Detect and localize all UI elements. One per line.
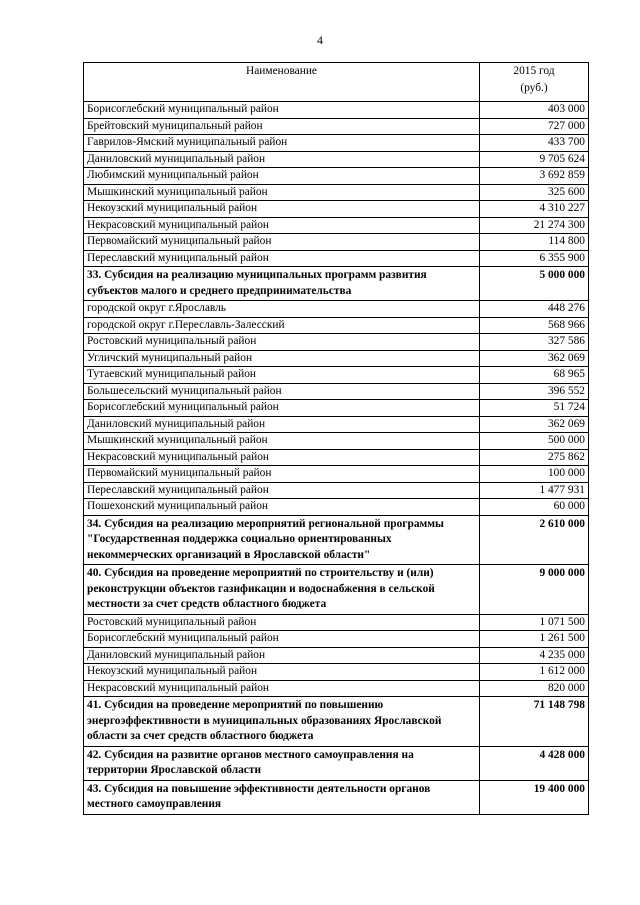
row-name: Угличский муниципальный район [84,350,480,367]
row-value: 1 612 000 [480,664,589,681]
table-row [84,614,589,631]
row-value: 100 000 [480,466,589,483]
table-row [84,184,589,201]
row-name: Некоузский муниципальный район [84,201,480,218]
row-value: 820 000 [480,680,589,697]
header-year-line1: 2015 год [513,65,555,77]
row-name: Борисоглебский муниципальный район [84,102,480,119]
row-name: Большесельский муниципальный район [84,383,480,400]
row-name: Ростовский муниципальный район [84,614,480,631]
table-row [84,433,589,450]
table-header-row [84,63,589,102]
table-row [84,350,589,367]
table-row [84,334,589,351]
row-value: 9 705 624 [480,151,589,168]
row-name: Пошехонский муниципальный район [84,499,480,516]
table-row [84,680,589,697]
row-name: Борисоглебский муниципальный район [84,631,480,648]
section-row-34 [84,515,589,565]
section-row-40 [84,565,589,615]
section-title: 41. Субсидия на проведение мероприятий по повышению энергоэффективности в муниципальных образованиях Ярославской области за счет средств областного бюджета [84,697,480,747]
section-total: 19 400 000 [480,780,589,814]
table-row [84,482,589,499]
row-name: Даниловский муниципальный район [84,647,480,664]
row-name: Даниловский муниципальный район [84,416,480,433]
row-value: 114 800 [480,234,589,251]
section-total: 5 000 000 [480,267,589,301]
row-value: 51 724 [480,400,589,417]
section-total: 2 610 000 [480,515,589,565]
table-row [84,135,589,152]
table-row [84,102,589,119]
row-value: 448 276 [480,301,589,318]
row-value: 362 069 [480,416,589,433]
table-row [84,168,589,185]
row-name: Некоузский муниципальный район [84,664,480,681]
table-row [84,217,589,234]
row-name: городской округ г.Ярославль [84,301,480,318]
row-value: 275 862 [480,449,589,466]
section-total: 71 148 798 [480,697,589,747]
section-total: 4 428 000 [480,746,589,780]
section-total: 9 000 000 [480,565,589,615]
table-row [84,250,589,267]
table-row [84,416,589,433]
row-value: 396 552 [480,383,589,400]
row-name: Тутаевский муниципальный район [84,367,480,384]
table-row [84,664,589,681]
row-value: 433 700 [480,135,589,152]
table-row [84,317,589,334]
row-value: 568 966 [480,317,589,334]
section-title: 43. Субсидия на повышение эффективности деятельности органов местного самоуправления [84,780,480,814]
table-row [84,466,589,483]
row-name: Борисоглебский муниципальный район [84,400,480,417]
row-value: 21 274 300 [480,217,589,234]
row-value: 403 000 [480,102,589,119]
row-name: Некрасовский муниципальный район [84,217,480,234]
section-row-42 [84,746,589,780]
table-row [84,301,589,318]
table-row [84,383,589,400]
header-year [480,63,589,102]
table-row [84,449,589,466]
row-name: Переславский муниципальный район [84,482,480,499]
row-name: Некрасовский муниципальный район [84,680,480,697]
row-name: Гаврилов-Ямский муниципальный район [84,135,480,152]
section-title: 34. Субсидия на реализацию мероприятий региональной программы "Государственная поддержка социально ориентированных некоммерческих организаций в Ярославской области" [84,515,480,565]
row-value: 325 600 [480,184,589,201]
row-name: Мышкинский муниципальный район [84,184,480,201]
table-row [84,631,589,648]
row-name: Переславский муниципальный район [84,250,480,267]
row-value: 1 071 500 [480,614,589,631]
header-year-line2: (руб.) [520,82,548,94]
table-row [84,234,589,251]
row-name: Мышкинский муниципальный район [84,433,480,450]
row-value: 6 355 900 [480,250,589,267]
table-row [84,499,589,516]
page-number: 4 [317,33,323,47]
row-name: городской округ г.Переславль-Залесский [84,317,480,334]
table-row [84,151,589,168]
row-value: 4 310 227 [480,201,589,218]
row-value: 60 000 [480,499,589,516]
row-name: Первомайский муниципальный район [84,466,480,483]
row-name: Брейтовский муниципальный район [84,118,480,135]
row-name: Некрасовский муниципальный район [84,449,480,466]
table-row [84,201,589,218]
row-value: 68 965 [480,367,589,384]
table-row [84,400,589,417]
section-title: 42. Субсидия на развитие органов местного самоуправления на территории Ярославской области [84,746,480,780]
row-value: 1 261 500 [480,631,589,648]
row-name: Первомайский муниципальный район [84,234,480,251]
row-name: Любимский муниципальный район [84,168,480,185]
section-title: 33. Субсидия на реализацию муниципальных программ развития субъектов малого и среднего предпринимательства [84,267,480,301]
table-row [84,118,589,135]
table-row [84,367,589,384]
header-name: Наименование [84,63,480,102]
row-value: 500 000 [480,433,589,450]
row-value: 3 692 859 [480,168,589,185]
row-value: 327 586 [480,334,589,351]
section-title: 40. Субсидия на проведение мероприятий по строительству и (или) реконструкции объектов газификации и водоснабжения в сельской местности за счет средств областного бюджета [84,565,480,615]
section-row-43 [84,780,589,814]
table-body [84,102,589,815]
section-row-41 [84,697,589,747]
subsidy-table [83,62,589,815]
section-row-33 [84,267,589,301]
table-row [84,647,589,664]
row-value: 1 477 931 [480,482,589,499]
row-value: 4 235 000 [480,647,589,664]
row-name: Даниловский муниципальный район [84,151,480,168]
row-value: 362 069 [480,350,589,367]
row-value: 727 000 [480,118,589,135]
row-name: Ростовский муниципальный район [84,334,480,351]
